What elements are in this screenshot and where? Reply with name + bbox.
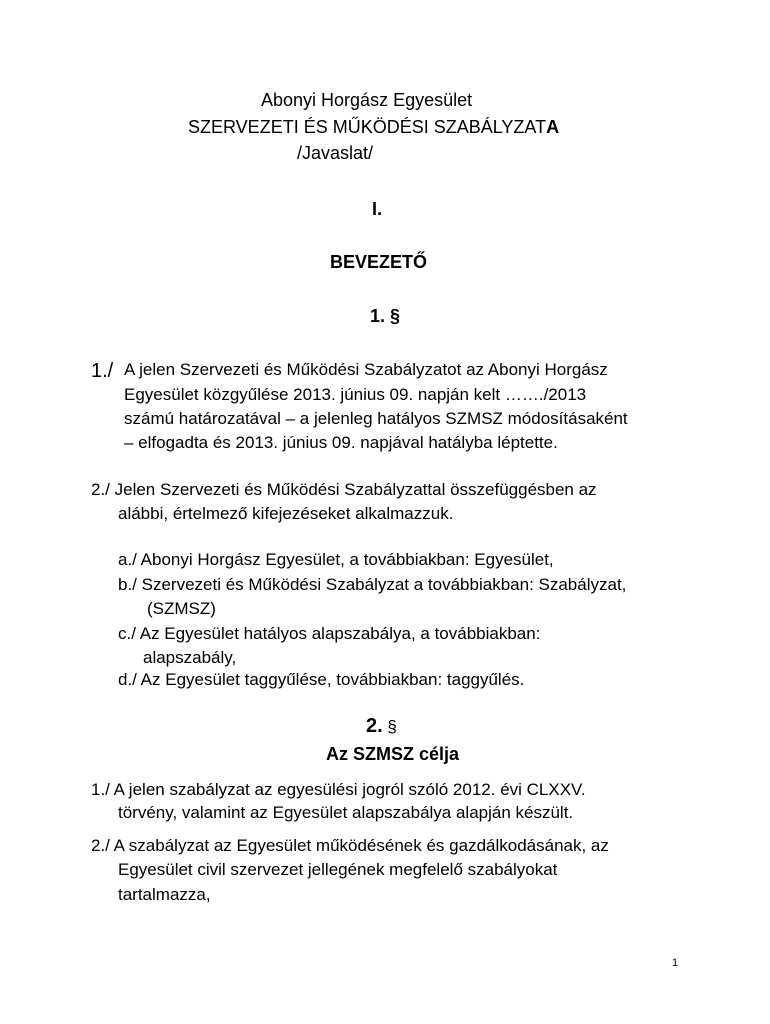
section-2-paragraph-2-line-3: tartalmazza, bbox=[118, 885, 211, 904]
definition-d: d./ Az Egyesület taggyűlése, továbbiakban: taggyűlés. bbox=[118, 670, 525, 689]
section-1-paragraph-1-line-2: Egyesület közgyűlése 2013. június 09. napján kelt ……./2013 bbox=[124, 385, 587, 404]
section-1-paragraph-2-line-1: 2./ Jelen Szervezeti és Működési Szabályzattal összefüggésben az bbox=[91, 480, 597, 499]
definition-a: a./ Abonyi Horgász Egyesület, a továbbiakban: Egyesület, bbox=[118, 550, 554, 569]
chapter-title: BEVEZETŐ bbox=[330, 252, 428, 272]
organization-name: Abonyi Horgász Egyesület bbox=[261, 90, 473, 110]
section-2-heading bbox=[366, 714, 397, 740]
section-1-paragraph-2-line-2: alábbi, értelmező kifejezéseket alkalmazzuk. bbox=[118, 504, 454, 523]
document-title bbox=[188, 115, 559, 140]
section-1-paragraph-1-line-3: számú határozatával – a jelenleg hatályos SZMSZ módosításaként bbox=[124, 409, 628, 428]
section-1-paragraph-1-line-4: – elfogadta és 2013. június 09. napjával hatályba léptette. bbox=[124, 433, 558, 452]
section-2-paragraph-1-line-1: 1./ A jelen szabályzat az egyesülési jogról szóló 2012. évi CLXXV. bbox=[91, 780, 586, 799]
definition-b-continuation: (SZMSZ) bbox=[147, 599, 216, 618]
section-2-paragraph-2-line-1: 2./ A szabályzat az Egyesület működésének és gazdálkodásának, az bbox=[91, 836, 609, 855]
section-2-paragraph-2-line-2: Egyesület civil szervezet jellegének megfelelő szabályokat bbox=[118, 860, 558, 879]
section-2-paragraph-1-line-2: törvény, valamint az Egyesület alapszabálya alapján készült. bbox=[118, 803, 574, 822]
section-1-heading: 1. § bbox=[370, 306, 401, 326]
section-2-heading-number: 2. bbox=[366, 715, 383, 737]
page-number: 1 bbox=[672, 957, 679, 969]
section-2-heading-symbol: § bbox=[387, 717, 397, 736]
section-1-paragraph-1-line-1: A jelen Szervezeti és Működési Szabályzatot az Abonyi Horgász bbox=[124, 360, 608, 379]
proposal-note: /Javaslat/ bbox=[297, 143, 374, 163]
chapter-number: I. bbox=[372, 199, 383, 219]
document-title-last-letter: A bbox=[546, 117, 560, 137]
definition-c: c./ Az Egyesület hatályos alapszabálya, a továbbiakban: bbox=[118, 624, 541, 643]
section-1-paragraph-1-number: 1./ bbox=[91, 360, 114, 382]
definition-c-continuation: alapszabály, bbox=[143, 648, 237, 667]
definition-b: b./ Szervezeti és Működési Szabályzat a továbbiakban: Szabályzat, bbox=[118, 575, 627, 594]
document-title-main: SZERVEZETI ÉS MŰKÖDÉSI SZABÁLYZAT bbox=[188, 117, 547, 137]
section-2-subtitle: Az SZMSZ célja bbox=[326, 744, 460, 764]
